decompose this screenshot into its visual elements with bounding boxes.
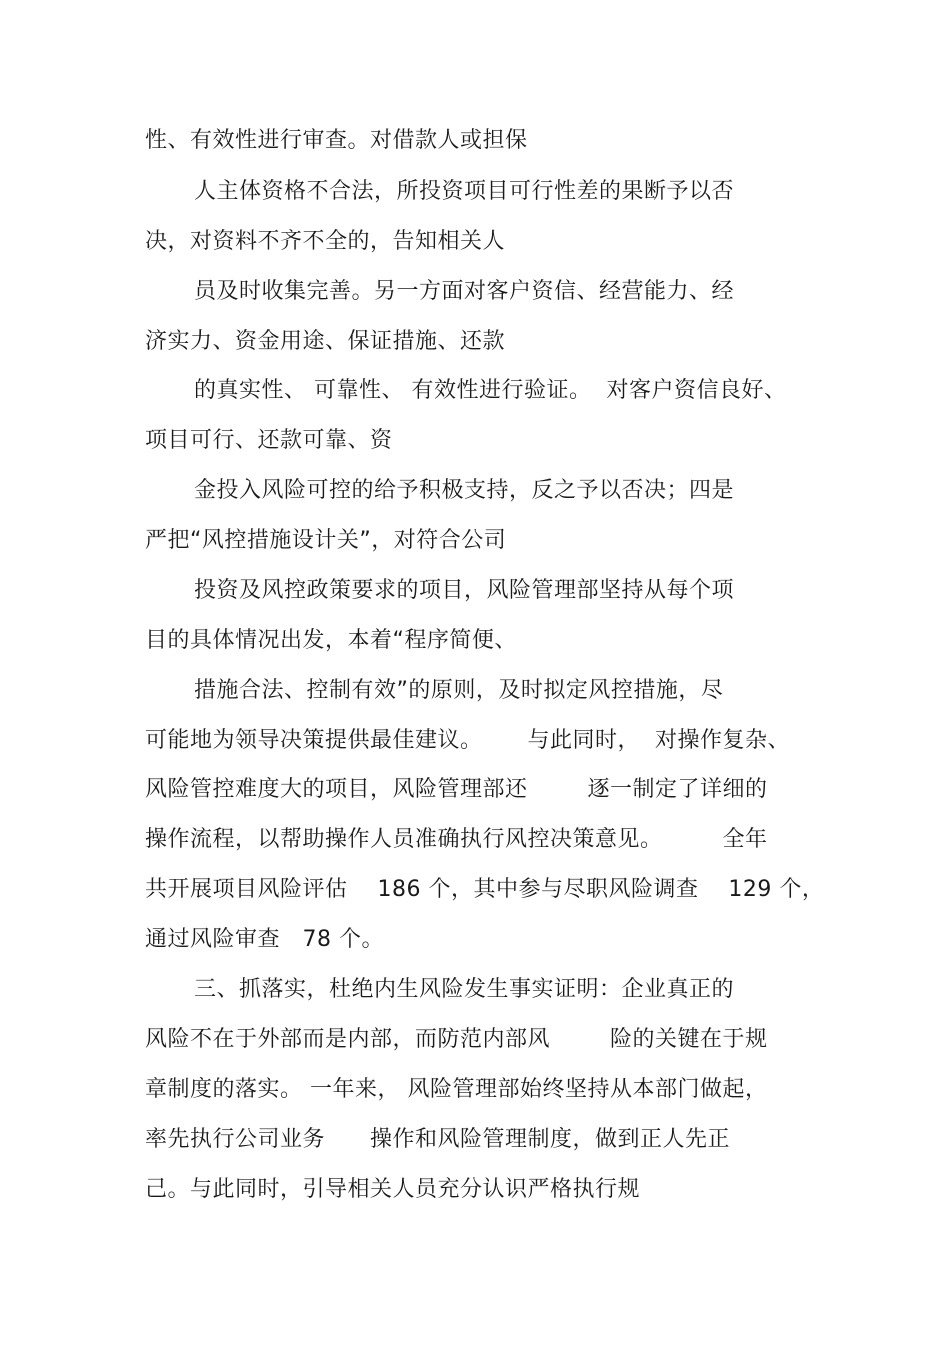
text-line-14: 风险管控难度大的项目，风险管理部还 逐一制定了详细的 <box>145 777 768 802</box>
text-line-4: 员及时收集完善。另一方面对客户资信、经营能力、经 <box>194 279 735 304</box>
text-line-5: 济实力、资金用途、保证措施、还款 <box>145 329 506 354</box>
text-line-11: 目的具体情况出发，本着“程序简便、 <box>145 628 517 653</box>
text-line-2: 人主体资格不合法，所投资项目可行性差的果断予以否 <box>194 179 735 204</box>
text-line-9: 严把“风控措施设计关”，对符合公司 <box>145 528 507 553</box>
text-line-1: 性、有效性进行审查。对借款人或担保 <box>145 128 528 153</box>
text-line-21: 率先执行公司业务 操作和风险管理制度，做到正人先正 <box>145 1127 730 1152</box>
text-line-6: 的真实性、 可靠性、 有效性进行验证。 对客户资信良好、 <box>194 378 787 403</box>
text-line-15: 操作流程，以帮助操作人员准确执行风控决策意见。 全年 <box>145 827 768 852</box>
text-line-8: 金投入风险可控的给予积极支持，反之予以否决；四是 <box>194 478 735 503</box>
text-line-16: 共开展项目风险评估 186 个，其中参与尽职风险调查 129 个， <box>145 877 825 902</box>
text-line-22: 己。与此同时，引导相关人员充分认识严格执行规 <box>145 1177 641 1202</box>
text-line-10: 投资及风控政策要求的项目，风险管理部坚持从每个项 <box>194 578 735 603</box>
text-line-13: 可能地为领导决策提供最佳建议。 与此同时， 对操作复杂、 <box>145 728 790 753</box>
text-line-19: 风险不在于外部而是内部，而防范内部风 险的关键在于规 <box>145 1027 768 1052</box>
text-line-7: 项目可行、还款可靠、资 <box>145 428 393 453</box>
text-line-3: 决，对资料不齐不全的，告知相关人 <box>145 229 506 254</box>
text-line-20: 章制度的落实。 一年来， 风险管理部始终坚持从本部门做起， <box>145 1077 768 1102</box>
text-line-17: 通过风险审查 78 个。 <box>145 927 384 952</box>
text-line-12: 措施合法、控制有效”的原则，及时拟定风控措施，尽 <box>194 678 724 703</box>
text-line-18: 三、抓落实，杜绝内生风险发生事实证明：企业真正的 <box>194 977 735 1002</box>
